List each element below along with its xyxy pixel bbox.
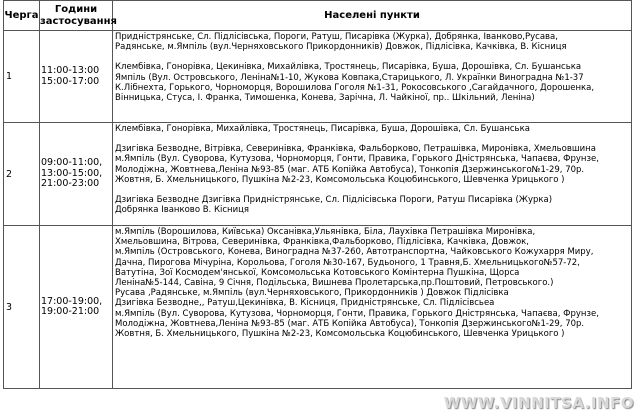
places-gap: [115, 185, 631, 195]
places-line: Дачна, Пирогова Мічуріна, Корольова, Гоголя №30-167, Будьоного, 1 Травня,Б. Хмельницького№57-72,: [115, 257, 580, 268]
places-line: Леніна№5-144, Савіна, 9 Січня, Подільська, Вишнева Пролетарська,пр.Поштовий, Петровського.): [115, 278, 554, 289]
places-line: Хмельовшина, Вітрова, Северинівка, Франківка,Фальборково, Підлісівка, Качківка, Довжок,: [115, 237, 530, 248]
hours-line: 19:00-21:00: [41, 307, 100, 317]
hours-line: 17:00-19:00,: [41, 296, 103, 307]
hours-cell: [40, 123, 113, 226]
hours-cell: [40, 226, 113, 389]
table-row: [4, 226, 632, 389]
site-watermark: WWW.VINNITSA.INFO: [443, 394, 634, 412]
places-line: Клембівка, Гонорівка, Цекинівка, Михайлівка, Тростянець, Писарівка, Буша, Дорошівка, Сл. Бушанська: [115, 62, 582, 73]
places-gap: [115, 52, 631, 62]
header-queue: Черга: [4, 1, 40, 31]
queue-number: 1: [4, 31, 40, 123]
hours-line: 13:00-15:00,: [41, 168, 103, 179]
places-cell: [113, 123, 632, 226]
places-line: Русава ,Радянське, м.Ямпіль (вул.Черняховського, Прикордонників ) Довжок Підлісівка: [115, 288, 509, 299]
places-line: м.Ямпіль (Ворошилова, Київська) Оксанівка,Ульянівка, Біла, Лаухівка Петрашівка Миронівка,: [115, 227, 536, 237]
places-line: Добрянка Іванково В. Кісниця: [115, 205, 250, 216]
places-line: Дзигівка Безводне Дзигівка Придністрянське, Сл. Підлісівська Пороги, Ратуш Писарівка (Журка): [115, 195, 553, 206]
places-line: Жовтня, Б. Хмельницького, Пушкіна №2-23, Комсомольська Коцюбинського, Шевченка Урицького ): [115, 329, 565, 340]
table-row: [4, 31, 632, 123]
places-line: Ямпіль (Вул. Островського, Леніна№1-10, Жукова Ковпака,Старицького, Л. Українки Виноградна №1-37: [115, 72, 584, 83]
hours-line: 11:00-13:00: [41, 66, 100, 76]
places-line: Жовтня, Б. Хмельницького, Пушкіна №2-23, Комсомольська Коцюбинського, Шевченка Урицького ): [115, 174, 565, 185]
queue-number: 2: [4, 123, 40, 226]
places-line: К.Лібнехта, Горького, Чорноморця, Ворошилова Гоголя №1-31, Рокосовського ,Сагайдачного, Дорошенка,: [115, 82, 595, 93]
header-row: [4, 1, 632, 31]
places-line: Вінницька, Стуса, І. Франка, Тимошенка, Конева, Зарічна, Л. Чайкіної, пр.. Шкільний, Леніна): [115, 93, 535, 104]
places-line: м.Ямпіль (Островського, Конева, Виноградна №37-260, Автотранспортна, Чайковського Кожухарря Миру,: [115, 247, 594, 258]
hours-line: 15:00-17:00: [41, 76, 100, 87]
places-line: м.Ямпіль (Вул. Суворова, Кутузова, Чорноморця, Гонти, Правика, Горького Дністрянська, Чапаєва, Фрунзе,: [115, 308, 599, 319]
places-line: Дзигівка Безводне, Вітрівка, Северинівка, Франківка, Фальборково, Петрашівка, Миронівка, Хмельовшина: [115, 144, 596, 155]
hours-cell: [40, 31, 113, 123]
places-line: Молодіжна, Жовтнева,Леніна №93-85 (маг. АТБ Копійка Автобуса), Тонкопія Дзержинського№1-29, 70р.: [115, 164, 585, 175]
table-row: [4, 123, 632, 226]
places-line: Клембівка, Гонорівка, Михайлівка, Тростянець, Писарівка, Буша, Дорошівка, Сл. Бушанська: [115, 124, 530, 134]
places-line: Придністрянське, Сл. Підлісівська, Пороги, Ратуш, Писарівка (Журка), Добрянка, Іванково,Русава,: [115, 32, 558, 42]
hours-line: 21:00-23:00: [41, 179, 100, 190]
places-cell: [113, 226, 632, 389]
places-line: Дзигівка Безводне,, Ратуш,Цекинівка, В. Кісниця, Придністрянське, Сл. Підлісівсьеа: [115, 298, 495, 309]
hours-line: 09:00-11:00,: [41, 158, 103, 169]
places-line: м.Ямпіль (Вул. Суворова, Кутузова, Чорноморця, Гонти, Правика, Горького Дністрянська, Чапаєва, Фрунзе,: [115, 154, 599, 165]
places-line: Ватутіна, Зої Космодем'янської, Комсомольська Котовського Комінтерна Пушкіна, Щорса: [115, 267, 520, 278]
outage-schedule-table: [3, 0, 632, 389]
places-line: Молодіжна, Жовтнева,Леніна №93-85 (маг. АТБ Копійка Автобуса), Тонкопія Дзержинського№1-29, 70р.: [115, 318, 585, 329]
places-line: Радянське, м.Ямпіль (вул.Черняховського Прикордонників) Довжок, Підлісівка, Качківка, В. Кісниця: [115, 42, 567, 53]
queue-number: 3: [4, 226, 40, 389]
header-hours: Години застосування: [40, 1, 113, 31]
places-cell: [113, 31, 632, 123]
table-body: [4, 31, 632, 389]
header-places: Населені пункти: [113, 1, 632, 31]
places-gap: [115, 134, 631, 144]
